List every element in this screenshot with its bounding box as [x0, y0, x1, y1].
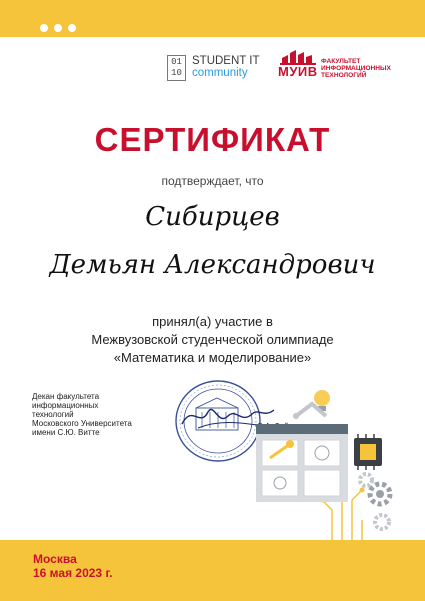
recipient-given-names: Демьян Александрович: [49, 250, 376, 280]
muiv-name: МУИВ: [278, 64, 318, 79]
faculty-line-1: ФАКУЛЬТЕТ: [321, 58, 361, 65]
dean-title: Декан факультета информационных технологий Московского Университета имени С.Ю. Витте: [32, 392, 132, 437]
city: Москва: [33, 552, 77, 566]
top-yellow-band: [0, 0, 425, 37]
olympiad-line: Межвузовской студенческой олимпиаде: [91, 332, 334, 347]
recipient-surname: Сибирцев: [145, 202, 280, 232]
logo-line-2: community: [192, 67, 248, 79]
certificate-title: СЕРТИФИКАТ: [94, 121, 331, 158]
faculty-line-3: ТЕХНОЛОГИЙ: [321, 72, 367, 79]
binary-box-icon: 01 10: [167, 55, 186, 81]
window-dot-icon: [68, 24, 76, 32]
student-it-logo: [167, 55, 260, 81]
participation-line: принял(а) участие в: [152, 314, 273, 329]
window-dot-icon: [40, 24, 48, 32]
muiv-logo: [278, 49, 408, 81]
subject-line: «Математика и моделирование»: [113, 350, 312, 365]
building-icon: [280, 49, 320, 65]
issue-date: 16 мая 2023 г.: [33, 566, 113, 580]
confirms-text: подтверждает, что: [161, 174, 264, 188]
faculty-line-2: ИНФОРМАЦИОННЫХ: [321, 65, 391, 72]
logo-line-1: STUDENT IT: [192, 55, 260, 67]
window-dot-icon: [54, 24, 62, 32]
tech-illustration-icon: [256, 380, 416, 542]
